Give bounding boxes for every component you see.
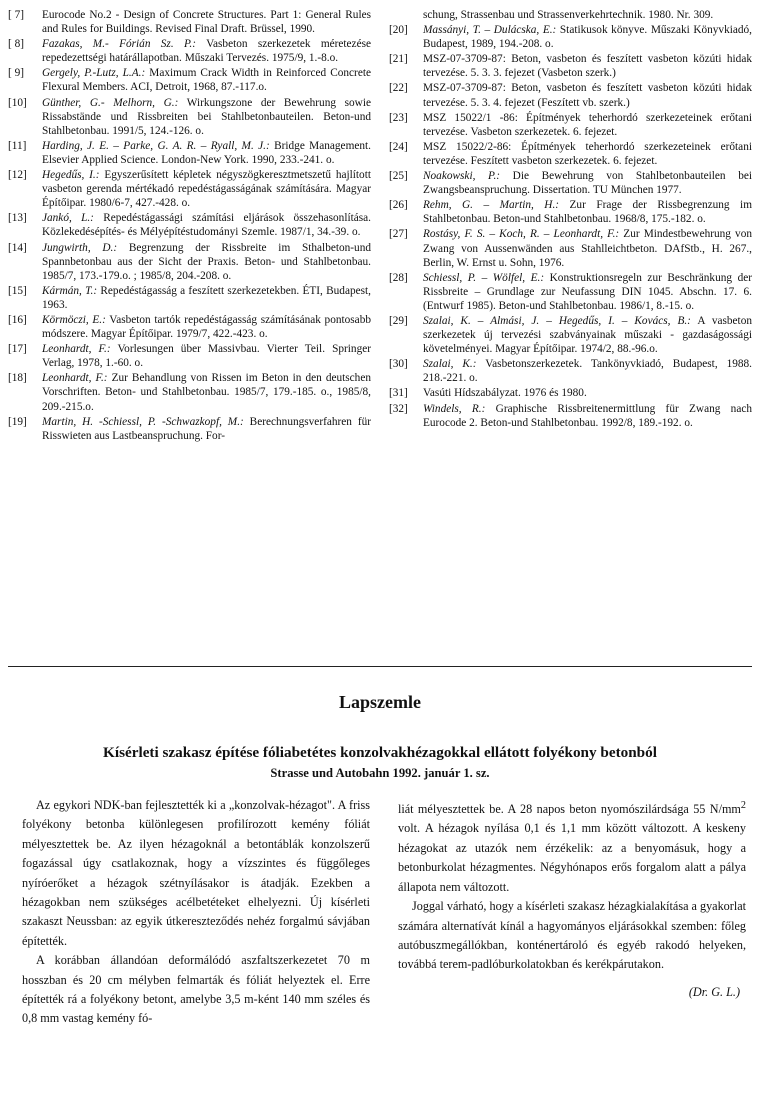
reference-text: Wirkungszone der Bewehrung sowie Rissabstände und Rissbreiten bei Stahlbetonbauteilen. Beton-und Stahlbetonbau. 1991/5, 124.-126. o. — [42, 96, 371, 137]
article-paragraph: Az egykori NDK-ban fejlesztették ki a „konzolvak-hézagot". A friss folyékony betonba különlegesen profilírozott kemény fóliát mélyesztettek be. Az ilyen hézagoknál a betontáblák konzolszerű fogazással úgy csatlakoznak, hogy a vízszintes és függőleges nyíróerőket a hézagok szétnyílásakor is átadják. Ezekben a hézagokban nem szükséges acélbetéteket elhelyezni. Új kísérleti szakaszt Neussban: az egyik útkereszteződés nehéz forgalmú sávjában építették. — [22, 798, 370, 948]
reference-text: Zur Frage der Rissbegrenzung im Stahlbetonbau. Beton-und Stahlbetonbau. 1968/8, 175.-182. o. — [423, 199, 752, 226]
reference-item — [389, 198, 752, 226]
reference-author: Martin, H. -Schiessl, P. -Schwazkopf, M.: — [42, 415, 244, 428]
reference-author: Günther, G.- Melhorn, G.: — [42, 96, 179, 109]
reference-item — [389, 271, 752, 313]
reference-number: [32] — [389, 402, 408, 415]
article-column-right — [398, 796, 746, 1029]
reference-item — [389, 169, 752, 197]
reference-text: Berechnungsverfahren für Risswieten aus Lastbeanspruchung. For- — [42, 415, 371, 442]
reference-item — [389, 81, 752, 109]
reference-number: [29] — [389, 314, 408, 327]
reference-text: MSZ-07-3709-87: Beton, vasbeton és feszített vasbeton közúti hidak tervezése. 5. 3. 3. fejezet (Vasbeton szerk.) — [423, 53, 752, 80]
reference-number: [ 9] — [8, 67, 24, 80]
reference-text: Bridge Management. Elsevier Applied Science. London-New York. 1990, 233.-241. o. — [42, 139, 371, 166]
reference-number: [20] — [389, 24, 408, 37]
reference-number: [19] — [8, 415, 27, 428]
reference-item — [8, 8, 371, 36]
reference-item — [389, 357, 752, 385]
reference-author: Noakowski, P.: — [423, 170, 501, 183]
reference-author: Fazakas, M.- Fórián Sz. P.: — [42, 38, 196, 51]
reference-text: Die Bewehrung von Stahlbetonbauteilen bei Zwangsbeanspruchung. Dissertation. TU München 1977. — [423, 170, 753, 197]
reference-author: Windels, R.: — [423, 402, 486, 415]
article-paragraph: Joggal várható, hogy a kísérleti szakasz hézagkialakítása a gyakorlat számára alternatívát kínál a hagyományos eljárásokkal szemben: főleg autóbuszmegállókban, konténertároló és egyéb rakodó helyeken, továbbá terem-padlóburkolatokban és kerékpárutakon. — [398, 899, 747, 972]
reference-item — [8, 415, 371, 443]
reference-text: MSZ-07-3709-87: Beton, vasbeton és feszített vasbeton közúti hidak tervezése. 5. 3. 4. fejezet (Feszített vb. szerk.) — [423, 82, 752, 109]
reference-item — [389, 314, 752, 356]
reference-text: schung, Strassenbau und Strassenverkehrtechnik. 1980. Nr. 309. — [423, 9, 714, 21]
reference-text: MSZ 15022/2-86: Építmények teherhordó szerkezeteinek erőtani tervezése. Feszített vasbeton szerkezetek. 6. fejezet. — [423, 140, 752, 167]
reference-number: [ 7] — [8, 9, 24, 21]
reference-text: Statikusok könyve. Műszaki Könyvkiadó, Budapest, 1989, 194.-208. o. — [423, 24, 752, 51]
article-text: liát mélyesztettek be. A 28 napos beton nyomószilárdsága 55 N/mm — [398, 802, 741, 817]
reference-number: [22] — [389, 82, 408, 95]
reference-text: Egyszerűsített képletek négyszögkeresztmetszetű hajlított vasbeton gerenda mértékadó repedéstágasságának számítására. Magyar Építőipar. 1980/6-7, 427.-428. o. — [42, 169, 371, 210]
reference-text: Graphische Rissbreitenermittlung für Zwang nach Eurocode 2. Beton-und Stahlbetonbau. 1992/8, 189.-192. o. — [423, 402, 752, 429]
section-divider — [8, 666, 752, 667]
reference-number: [26] — [389, 199, 408, 212]
reference-item — [8, 96, 371, 138]
reference-author: Szalai, K. – Almási, J. – Hegedűs, I. – Kovács, B.: — [423, 314, 691, 327]
reference-text: MSZ 15022/1 -86: Építmények teherhordó szerkezeteinek erőtani tervezése. Vasbeton szerkezetek. 6. fejezet. — [423, 111, 752, 138]
reference-number: [ 8] — [8, 38, 24, 51]
reference-number: [16] — [8, 313, 27, 326]
reference-number: [23] — [389, 111, 408, 124]
reference-author: Rehm, G. – Martin, H.: — [423, 199, 560, 212]
reference-author: Jankó, L.: — [42, 212, 94, 225]
reference-text: Konstruktionsregeln zur Beschränkung der Rissbreite – Grundlage zur Neufassung DIN 1045. Abschn. 17. 6. (Entwurf 1985). Beton-und Stahlbetonbau. 1986/1, 8.-15. o. — [423, 271, 752, 312]
reference-item — [8, 371, 371, 413]
reference-item — [8, 66, 371, 94]
reference-text: Vasbetonszerkezetek. Tankönyvkiadó, Budapest, 1988. 218.-221. o. — [423, 358, 753, 385]
reference-author: Leonhardt, F.: — [42, 343, 111, 356]
reference-item — [389, 227, 752, 269]
reference-number: [15] — [8, 284, 27, 297]
reference-text: Zur Behandlung von Rissen im Beton in den deutschen Vorschriften. Beton- und Stahlbetonbau. 1985/7, 179.-185. o., 1985/8, 209.-215.o. — [42, 372, 371, 413]
reference-author: Gergely, P.-Lutz, L.A.: — [42, 67, 146, 80]
reference-text: Vasbeton szerkezetek méretezése repedezettségi határállapotban. Műszaki Tervezés. 1975/9, 1.-8.o. — [42, 38, 371, 65]
reference-author: Szalai, K.: — [423, 358, 477, 371]
article-paragraph — [398, 796, 746, 897]
reference-item — [389, 111, 752, 139]
superscript: 2 — [740, 800, 746, 811]
reference-number: [30] — [389, 358, 408, 371]
reference-list — [8, 8, 752, 444]
reference-number: [21] — [389, 53, 408, 66]
reference-text: Repedéstágassági számítási eljárások összehasonlítása. Közlekedésépítés- és Mélyépítéstudományi Szemle. 1987/1, 34.-39. o. — [42, 212, 371, 239]
reference-number: [27] — [389, 228, 408, 241]
reference-column-right — [389, 8, 752, 444]
reference-text: Begrenzung der Rissbreite im Sthalbeton-und Spannbetonbau aus der Sicht der Praxis. Beton- und Stahlbetonbau. 1985/7, 173.-179.o. ; 1985/8, 204.-208. o. — [42, 241, 371, 282]
reference-number: [10] — [8, 96, 27, 109]
reference-continuation — [389, 8, 752, 22]
reference-number: [13] — [8, 212, 27, 225]
reference-item — [389, 52, 752, 80]
reference-author: Rostásy, F. S. – Koch, R. – Leonhardt, F.: — [423, 228, 620, 241]
reference-number: [31] — [389, 387, 408, 400]
reference-column-left — [8, 8, 371, 444]
reference-number: [18] — [8, 372, 27, 385]
reference-author: Körmöczi, E.: — [42, 313, 106, 326]
reference-number: [17] — [8, 343, 27, 356]
reference-author: Massányi, T. – Dulácska, E.: — [423, 24, 557, 37]
section-title: Lapszemle — [339, 692, 421, 712]
reference-text: Vorlesungen über Massivbau. Vierter Teil. Springer Verlag, 1978, 1.-60. o. — [42, 343, 371, 370]
reference-author: Schiessl, P. – Wölfel, E.: — [423, 271, 545, 284]
article-source: Strasse und Autobahn 1992. január 1. sz. — [270, 766, 490, 780]
reference-number: [24] — [389, 140, 408, 153]
reference-item — [8, 313, 371, 341]
reference-number: [12] — [8, 169, 27, 182]
reference-text: Eurocode No.2 - Design of Concrete Structures. Part 1: General Rules and Rules for Buildings. Revised Final Draft. Brüssel, 1990. — [42, 9, 371, 36]
reference-item — [8, 168, 371, 210]
reference-text: Zur Mindestbewehrung von Zwang von Aussenwänden aus Stahlleichtbeton. DAfStb., H. 267., Berlin, W. Ernst u. Sohn, 1976. — [423, 228, 752, 269]
reference-item — [8, 241, 371, 283]
reference-item — [389, 402, 752, 430]
reference-number: [14] — [8, 241, 27, 254]
reference-author: Harding, J. E. – Parke, G. A. R. – Ryall, M. J.: — [42, 139, 270, 152]
article-column-left — [22, 796, 370, 1029]
reference-item — [8, 211, 371, 239]
article-signature: (Dr. G. L.) — [688, 984, 740, 999]
reference-item — [8, 284, 371, 312]
reference-item — [8, 342, 371, 370]
reference-text: Vasúti Hídszabályzat. 1976 és 1980. — [423, 387, 587, 400]
article-body — [22, 796, 746, 1029]
reference-item — [8, 37, 371, 65]
reference-item — [389, 386, 752, 400]
reference-item — [8, 139, 371, 167]
reference-author: Hegedűs, I.: — [42, 169, 100, 182]
reference-number: [25] — [389, 170, 408, 183]
article-title: Kísérleti szakasz építése fóliabetétes konzolvakhézagokkal ellátott folyékony betonból — [103, 744, 657, 761]
article-text: volt. A hézagok nyílása 0,1 és 1,1 mm között változott. A keskeny hézagokat az utazók nem érzékelik: az a benyomásuk, hogy a betonburkolat hézagmentes. Négyhónapos erős forgalom alatt a pálya állapota nem változott. — [398, 821, 746, 894]
reference-number: [11] — [8, 139, 27, 152]
reference-text: Maximum Crack Width in Reinforced Concrete Flexural Members. ACI, Detroit, 1968, 87.-117.o. — [42, 67, 371, 94]
reference-author: Jungwirth, D.: — [42, 241, 118, 254]
reference-number: [28] — [389, 271, 408, 284]
reference-text: Repedéstágasság a feszített szerkezetekben. ÉTI, Budapest, 1963. — [42, 284, 371, 311]
article-paragraph: A korábban állandóan deformálódó aszfaltszerkezetet 70 m hosszban és 20 cm mélyben felmarták és fóliát helyeztek el. Erre építették rá a folyékony betont, amelybe 3,5 m-ként 140 mm széles és 0,8 mm vastag kemény fó- — [22, 953, 370, 1026]
reference-text: Vasbeton tartók repedéstágasság számításának pontosabb módszere. Magyar Építőipar. 1979/7, 422.-423. o. — [42, 313, 371, 341]
reference-author: Leonhardt, F.: — [42, 372, 108, 385]
reference-item — [389, 23, 752, 51]
reference-item — [389, 140, 752, 168]
reference-text: A vasbeton szerkezetek új tervezési szabványainak műszaki - gazdaságossági követelményei. Magyar Építőipar. 1974/2, 88.-96.o. — [423, 314, 752, 356]
reference-author: Kármán, T.: — [42, 284, 98, 297]
